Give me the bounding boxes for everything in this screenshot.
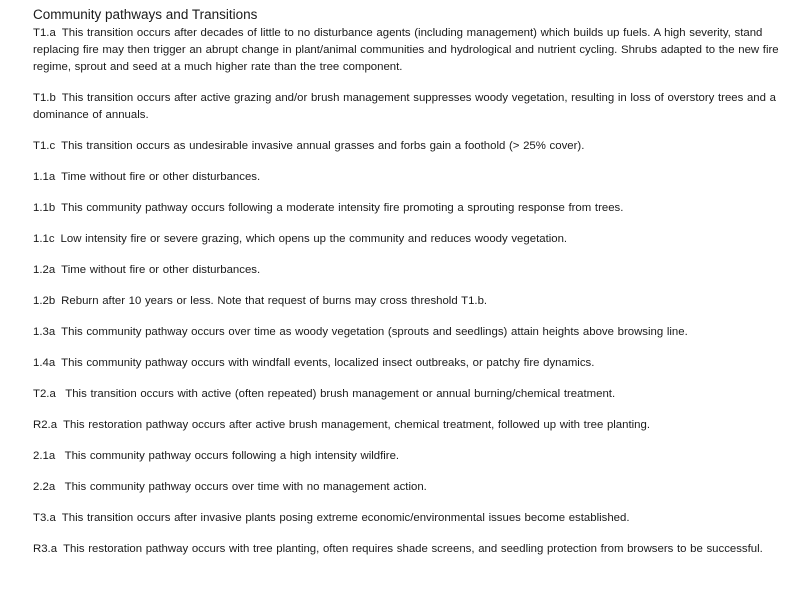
- entry-code: T1.b: [33, 92, 56, 104]
- entry-1-4a: [33, 355, 788, 372]
- page-title: Community pathways and Transitions: [33, 7, 258, 22]
- entry-text: This transition occurs after decades of little to no disturbance agents (including management) which builds up fuels. A high severity, stand replacing fire may then trigger an abrupt change in plant/animal communities and hydrological and nutrient cycling. Shrubs adapted to the new fire regime, sprout and seed at a much higher rate than the tree component.: [33, 27, 779, 73]
- entry-text: This transition occurs after invasive plants posing extreme economic/environmental issues become established.: [61, 512, 630, 524]
- entry-code: 1.3a: [33, 326, 56, 338]
- entry-1-1b: [33, 200, 788, 217]
- entry-text: Reburn after 10 years or less. Note that request of burns may cross threshold T1.b.: [61, 295, 488, 307]
- entry-text: This transition occurs as undesirable invasive annual grasses and forbs gain a foothold (> 25% cover).: [61, 140, 585, 152]
- entry-code: T2.a: [33, 388, 56, 400]
- entry-text: Time without fire or other disturbances.: [61, 264, 261, 276]
- entry-text: This community pathway occurs following a high intensity wildfire.: [61, 450, 400, 462]
- entry-code: 1.1a: [33, 171, 56, 183]
- document-page: [33, 6, 788, 558]
- entry-text: This community pathway occurs following a moderate intensity fire promoting a sprouting response from trees.: [61, 202, 624, 214]
- entry-r2a: [33, 417, 788, 434]
- entry-text: This community pathway occurs over time as woody vegetation (sprouts and seedlings) attain heights above browsing line.: [61, 326, 688, 338]
- entry-2-2a: [33, 479, 788, 496]
- entry-text: Low intensity fire or severe grazing, which opens up the community and reduces woody vegetation.: [60, 233, 568, 245]
- entry-code: T1.a: [33, 27, 56, 39]
- entry-text: This transition occurs with active (often repeated) brush management or annual burning/chemical treatment.: [61, 388, 616, 400]
- entry-code: T1.c: [33, 140, 56, 152]
- entry-t1a: [33, 25, 788, 76]
- entry-1-2a: [33, 262, 788, 279]
- entry-r3a: [33, 541, 788, 558]
- entry-1-1c: [33, 231, 788, 248]
- entry-code: 2.1a: [33, 450, 56, 462]
- entry-code: R2.a: [33, 419, 58, 431]
- entry-text: Time without fire or other disturbances.: [61, 171, 261, 183]
- entry-text: This restoration pathway occurs after active brush management, chemical treatment, followed up with tree planting.: [63, 419, 651, 431]
- entry-1-2b: [33, 293, 788, 310]
- entry-code: 1.2b: [33, 295, 56, 307]
- entry-text: This community pathway occurs with windfall events, localized insect outbreaks, or patchy fire dynamics.: [61, 357, 595, 369]
- entry-code: 1.2a: [33, 264, 56, 276]
- entry-code: 1.1c: [33, 233, 55, 245]
- entry-2-1a: [33, 448, 788, 465]
- entry-code: T3.a: [33, 512, 56, 524]
- entry-t1c: [33, 138, 788, 155]
- entry-1-1a: [33, 169, 788, 186]
- entry-t3a: [33, 510, 788, 527]
- entry-text: This transition occurs after active grazing and/or brush management suppresses woody vegetation, resulting in loss of overstory trees and a dominance of annuals.: [33, 92, 776, 121]
- entry-1-3a: [33, 324, 788, 341]
- entry-code: R3.a: [33, 543, 58, 555]
- entry-t1b: [33, 90, 788, 124]
- entry-code: 2.2a: [33, 481, 56, 493]
- entry-text: This community pathway occurs over time with no management action.: [61, 481, 427, 493]
- entry-t2a: [33, 386, 788, 403]
- entry-code: 1.4a: [33, 357, 56, 369]
- entry-code: 1.1b: [33, 202, 56, 214]
- entry-text: This restoration pathway occurs with tree planting, often requires shade screens, and seedling protection from browsers to be successful.: [63, 543, 763, 555]
